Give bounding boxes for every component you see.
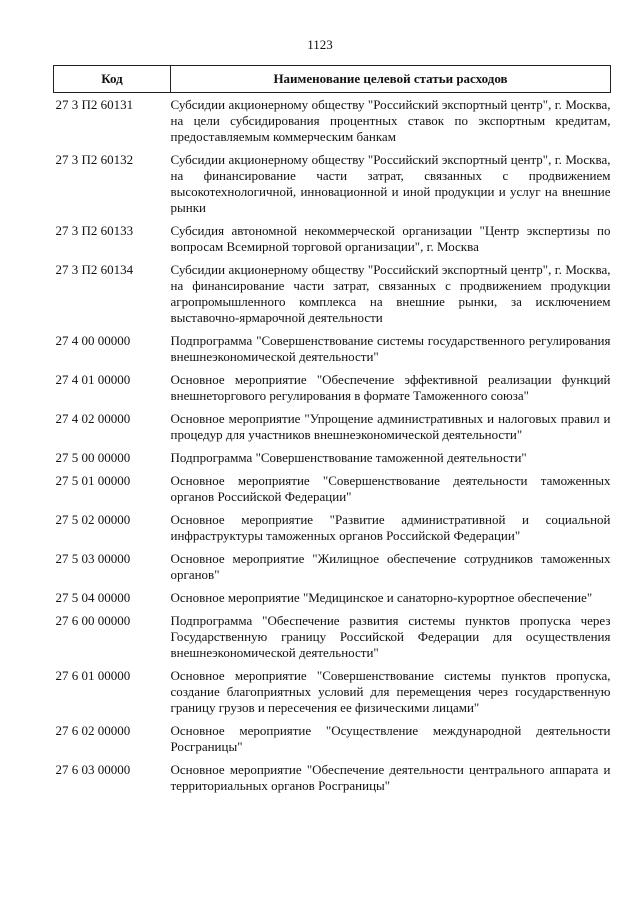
page-number: 1123 [307, 37, 333, 52]
table-header-row [54, 66, 611, 93]
table-row [54, 609, 611, 664]
table-row [54, 586, 611, 609]
row-code: 27 5 02 00000 [55, 512, 131, 527]
row-code: 27 3 П2 60131 [55, 97, 134, 112]
row-code: 27 6 00 00000 [55, 613, 131, 628]
table-row [54, 664, 611, 719]
table-row [54, 446, 611, 469]
row-code: 27 4 01 00000 [55, 372, 131, 387]
row-code: 27 6 03 00000 [55, 762, 131, 777]
row-code: 27 5 04 00000 [55, 590, 131, 605]
row-code: 27 3 П2 60134 [55, 262, 134, 277]
table-row [54, 219, 611, 258]
table-row [54, 93, 611, 149]
table-row [54, 148, 611, 219]
row-name: Субсидии акционерному обществу "Российский экспортный центр", г. Москва, на финансирование части затрат, связанных с продвижением высокотехнологичной, инновационной и иной продукции и услуг на внешние рынки [170, 152, 611, 215]
row-code: 27 3 П2 60132 [55, 152, 134, 167]
row-code: 27 6 01 00000 [55, 668, 131, 683]
row-name: Основное мероприятие "Развитие административной и социальной инфраструктуры таможенных органов Российской Федерации" [170, 512, 611, 543]
row-code: 27 4 00 00000 [55, 333, 131, 348]
column-header-code: Код [54, 66, 171, 93]
table-row [54, 469, 611, 508]
row-name: Подпрограмма "Совершенствование системы государственного регулирования внешнеэкономической деятельности" [170, 333, 611, 364]
row-code: 27 5 03 00000 [55, 551, 131, 566]
table-row [54, 258, 611, 329]
row-code: 27 6 02 00000 [55, 723, 131, 738]
row-name: Основное мероприятие "Осуществление международной деятельности Росграницы" [170, 723, 611, 754]
row-name: Субсидии акционерному обществу "Российский экспортный центр", г. Москва, на цели субсидирования процентных ставок по экспортным кредитам, предоставляемым коммерческим банкам [170, 97, 611, 144]
table-row [54, 719, 611, 758]
budget-classification-table [53, 65, 611, 797]
table-row [54, 407, 611, 446]
row-name: Основное мероприятие "Жилищное обеспечение сотрудников таможенных органов" [170, 551, 611, 582]
row-name: Подпрограмма "Обеспечение развития системы пунктов пропуска через Государственную границу Российской Федерации для осуществления внешнеэкономической деятельности" [170, 613, 611, 660]
row-name: Основное мероприятие "Медицинское и санаторно-курортное обеспечение" [170, 590, 593, 605]
row-name: Субсидии акционерному обществу "Российский экспортный центр", г. Москва, на финансирование части затрат, связанных с продвижением продукции агропромышленного комплекса на внешние рынки, за исключением выставочно-ярмарочной деятельности [170, 262, 611, 325]
table-row [54, 758, 611, 797]
row-name: Основное мероприятие "Совершенствование системы пунктов пропуска, создание благоприятных условий для перемещения через государственную границу грузов и пересечения ее физическими лицами" [170, 668, 611, 715]
table-row [54, 547, 611, 586]
row-name: Субсидия автономной некоммерческой организации "Центр экспертизы по вопросам Всемирной торговой организации", г. Москва [170, 223, 611, 254]
row-code: 27 3 П2 60133 [55, 223, 134, 238]
row-code: 27 4 02 00000 [55, 411, 131, 426]
row-name: Основное мероприятие "Обеспечение деятельности центрального аппарата и территориальных органов Росграницы" [170, 762, 611, 793]
row-name: Основное мероприятие "Обеспечение эффективной реализации функций внешнеторгового регулирования в формате Таможенного союза" [170, 372, 611, 403]
row-code: 27 5 01 00000 [55, 473, 131, 488]
table-row [54, 368, 611, 407]
row-name: Основное мероприятие "Совершенствование деятельности таможенных органов Российской Федерации" [170, 473, 611, 504]
table-row [54, 329, 611, 368]
column-header-name: Наименование целевой статьи расходов [171, 66, 611, 93]
row-name: Основное мероприятие "Упрощение административных и налоговых правил и процедур для участников внешнеэкономической деятельности" [170, 411, 611, 442]
row-code: 27 5 00 00000 [55, 450, 131, 465]
row-name: Подпрограмма "Совершенствование таможенной деятельности" [170, 450, 527, 465]
table-row [54, 508, 611, 547]
